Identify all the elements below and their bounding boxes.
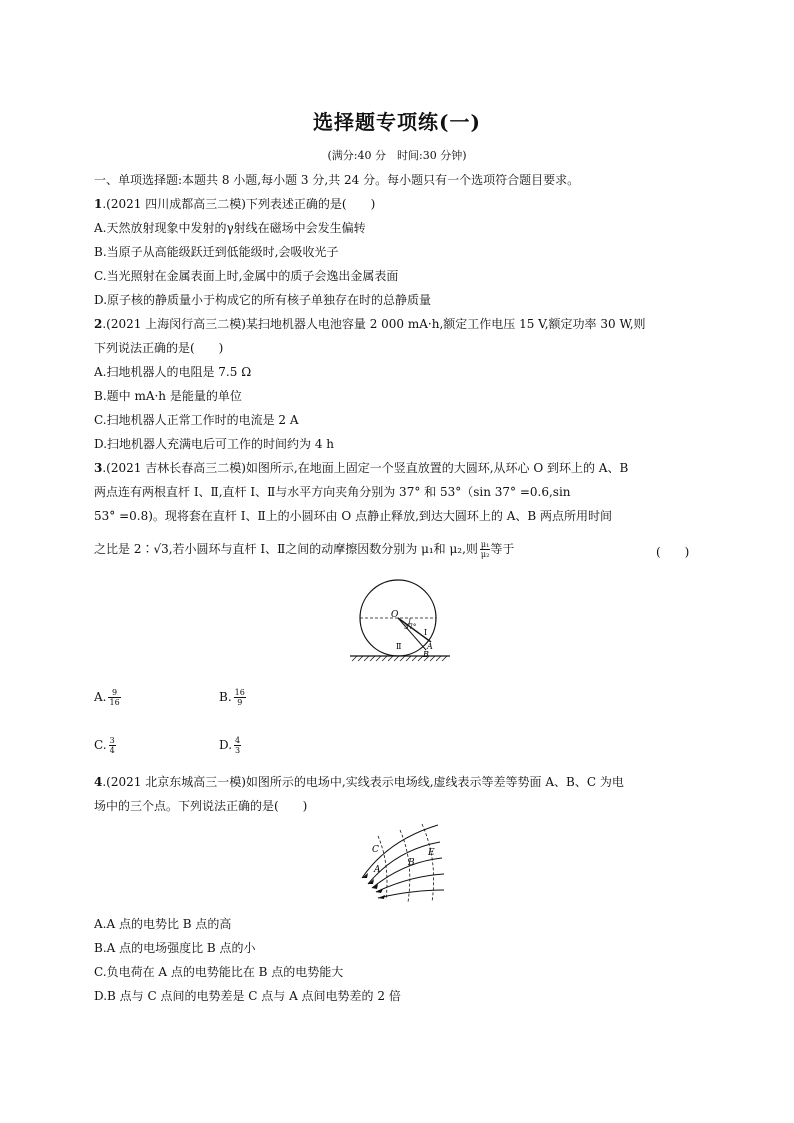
label-B: B — [423, 650, 429, 659]
q1-option-b: B.当原子从高能级跃迁到低能级时,会吸收光子 — [94, 245, 339, 259]
q1-option-c: C.当光照射在金属表面上时,金属中的质子会逸出金属表面 — [94, 269, 399, 283]
q3-figure-ring — [340, 578, 460, 664]
q1-option-a: A.天然放射现象中发射的γ射线在磁场中会发生偏转 — [94, 221, 366, 235]
q3-option-b-num: 16 — [234, 688, 245, 697]
q3-stem-line4 — [94, 540, 514, 559]
q3-option-b-den: 9 — [237, 698, 243, 707]
mu-ratio-fraction — [480, 540, 490, 559]
label-angle: 37° — [404, 623, 417, 631]
q2-option-a: A.扫地机器人的电阻是 7.5 Ω — [94, 365, 252, 379]
q4-figure-field — [348, 820, 448, 904]
q4-option-a: A.A 点的电势比 B 点的高 — [94, 917, 232, 931]
q3-number: 3 — [94, 461, 103, 475]
q3-option-d-letter: D. — [219, 738, 233, 752]
field-arrows — [362, 873, 385, 899]
label-A: A — [374, 865, 381, 875]
mu-ratio-numerator: μ₁ — [480, 540, 490, 549]
q3-option-c — [94, 736, 116, 755]
q1-stem — [94, 196, 375, 212]
label-C: C — [372, 845, 379, 855]
q3-option-a-num: 9 — [108, 688, 120, 698]
q3-option-c-fraction — [109, 736, 116, 755]
label-B: B — [408, 858, 415, 868]
q3-option-a-letter: A. — [94, 690, 107, 704]
label-O: O — [391, 610, 399, 620]
q2-option-c: C.扫地机器人正常工作时的电流是 2 A — [94, 413, 299, 427]
q3-option-d-fraction — [234, 736, 241, 755]
exam-info: (满分:40 分 时间:30 分钟) — [327, 149, 467, 162]
q4-stem-line2: 场中的三个点。下列说法正确的是( ) — [94, 799, 308, 813]
label-A: A — [427, 642, 433, 651]
q3-stem-line4-end: 等于 — [490, 542, 515, 556]
q3-option-b-fraction — [234, 688, 246, 707]
q4-stem-text: .(2021 北京东城高三一模)如图所示的电场中,实线表示电场线,虚线表示等差等势面 A、B、C 为电 — [102, 775, 624, 789]
q2-option-d: D.扫地机器人充满电后可工作的时间约为 4 h — [94, 437, 335, 451]
section-heading: 一、单项选择题:本题共 8 小题,每小题 3 分,共 24 分。每小题只有一个选项符合题目要求。 — [94, 173, 580, 187]
q3-stem-line2: 两点连有两根直杆 Ⅰ、Ⅱ,直杆 Ⅰ、Ⅱ与水平方向夹角分别为 37° 和 53°（sin 37° =0.6,sin — [94, 485, 571, 499]
q3-option-c-letter: C. — [94, 738, 107, 752]
q3-option-d — [219, 736, 241, 755]
q1-stem-text: .(2021 四川成都高三二模)下列表述正确的是( ) — [102, 197, 376, 211]
q3-option-c-num: 3 — [109, 736, 115, 745]
q2-stem — [94, 316, 646, 332]
q3-stem — [94, 460, 628, 476]
q2-option-b: B.题中 mA·h 是能量的单位 — [94, 389, 242, 403]
q3-option-a — [94, 688, 121, 707]
label-I: Ⅰ — [424, 628, 428, 637]
q3-option-b-letter: B. — [219, 690, 232, 704]
q2-stem-text: .(2021 上海闵行高三二模)某扫地机器人电池容量 2 000 mA·h,额定工作电压 15 V,额定功率 30 W,则 — [102, 317, 646, 331]
q3-option-c-den: 4 — [109, 746, 115, 755]
page-title: 选择题专项练(一) — [313, 110, 481, 134]
q4-number: 4 — [94, 775, 103, 789]
q3-option-b — [219, 688, 246, 707]
q3-option-d-den: 3 — [235, 746, 241, 755]
mu-ratio-denominator: μ₂ — [480, 550, 490, 559]
q4-option-b: B.A 点的电场强度比 B 点的小 — [94, 941, 256, 955]
q2-number: 2 — [94, 317, 103, 331]
ground-hatching — [352, 656, 447, 661]
q1-option-d: D.原子核的静质量小于构成它的所有核子单独存在时的总静质量 — [94, 293, 432, 307]
q1-number: 1 — [94, 197, 103, 211]
q4-option-d: D.B 点与 C 点间的电势差是 C 点与 A 点间电势差的 2 倍 — [94, 989, 401, 1003]
q2-stem-line2: 下列说法正确的是( ) — [94, 341, 224, 355]
q3-stem-line3: 53° =0.8)。现将套在直杆 Ⅰ、Ⅱ上的小圆环由 O 点静止释放,到达大圆环上的 A、B 两点所用时间 — [94, 509, 613, 523]
q4-option-c: C.负电荷在 A 点的电势能比在 B 点的电势能大 — [94, 965, 344, 979]
label-E: E — [428, 848, 435, 858]
q4-stem — [94, 774, 624, 790]
q3-stem-line4-text: 之比是 2∶√3,若小圆环与直杆 Ⅰ、Ⅱ之间的动摩擦因数分别为 μ₁和 μ₂,则 — [94, 542, 478, 556]
q3-option-a-fraction — [108, 688, 120, 707]
label-II: Ⅱ — [396, 642, 402, 651]
q3-option-d-num: 4 — [235, 736, 241, 745]
q3-stem-text: .(2021 吉林长春高三二模)如图所示,在地面上固定一个竖直放置的大圆环,从环心 O 到环上的 A、B — [102, 461, 629, 475]
q3-option-a-den: 16 — [109, 698, 120, 707]
q3-answer-paren: ( ) — [656, 545, 690, 559]
